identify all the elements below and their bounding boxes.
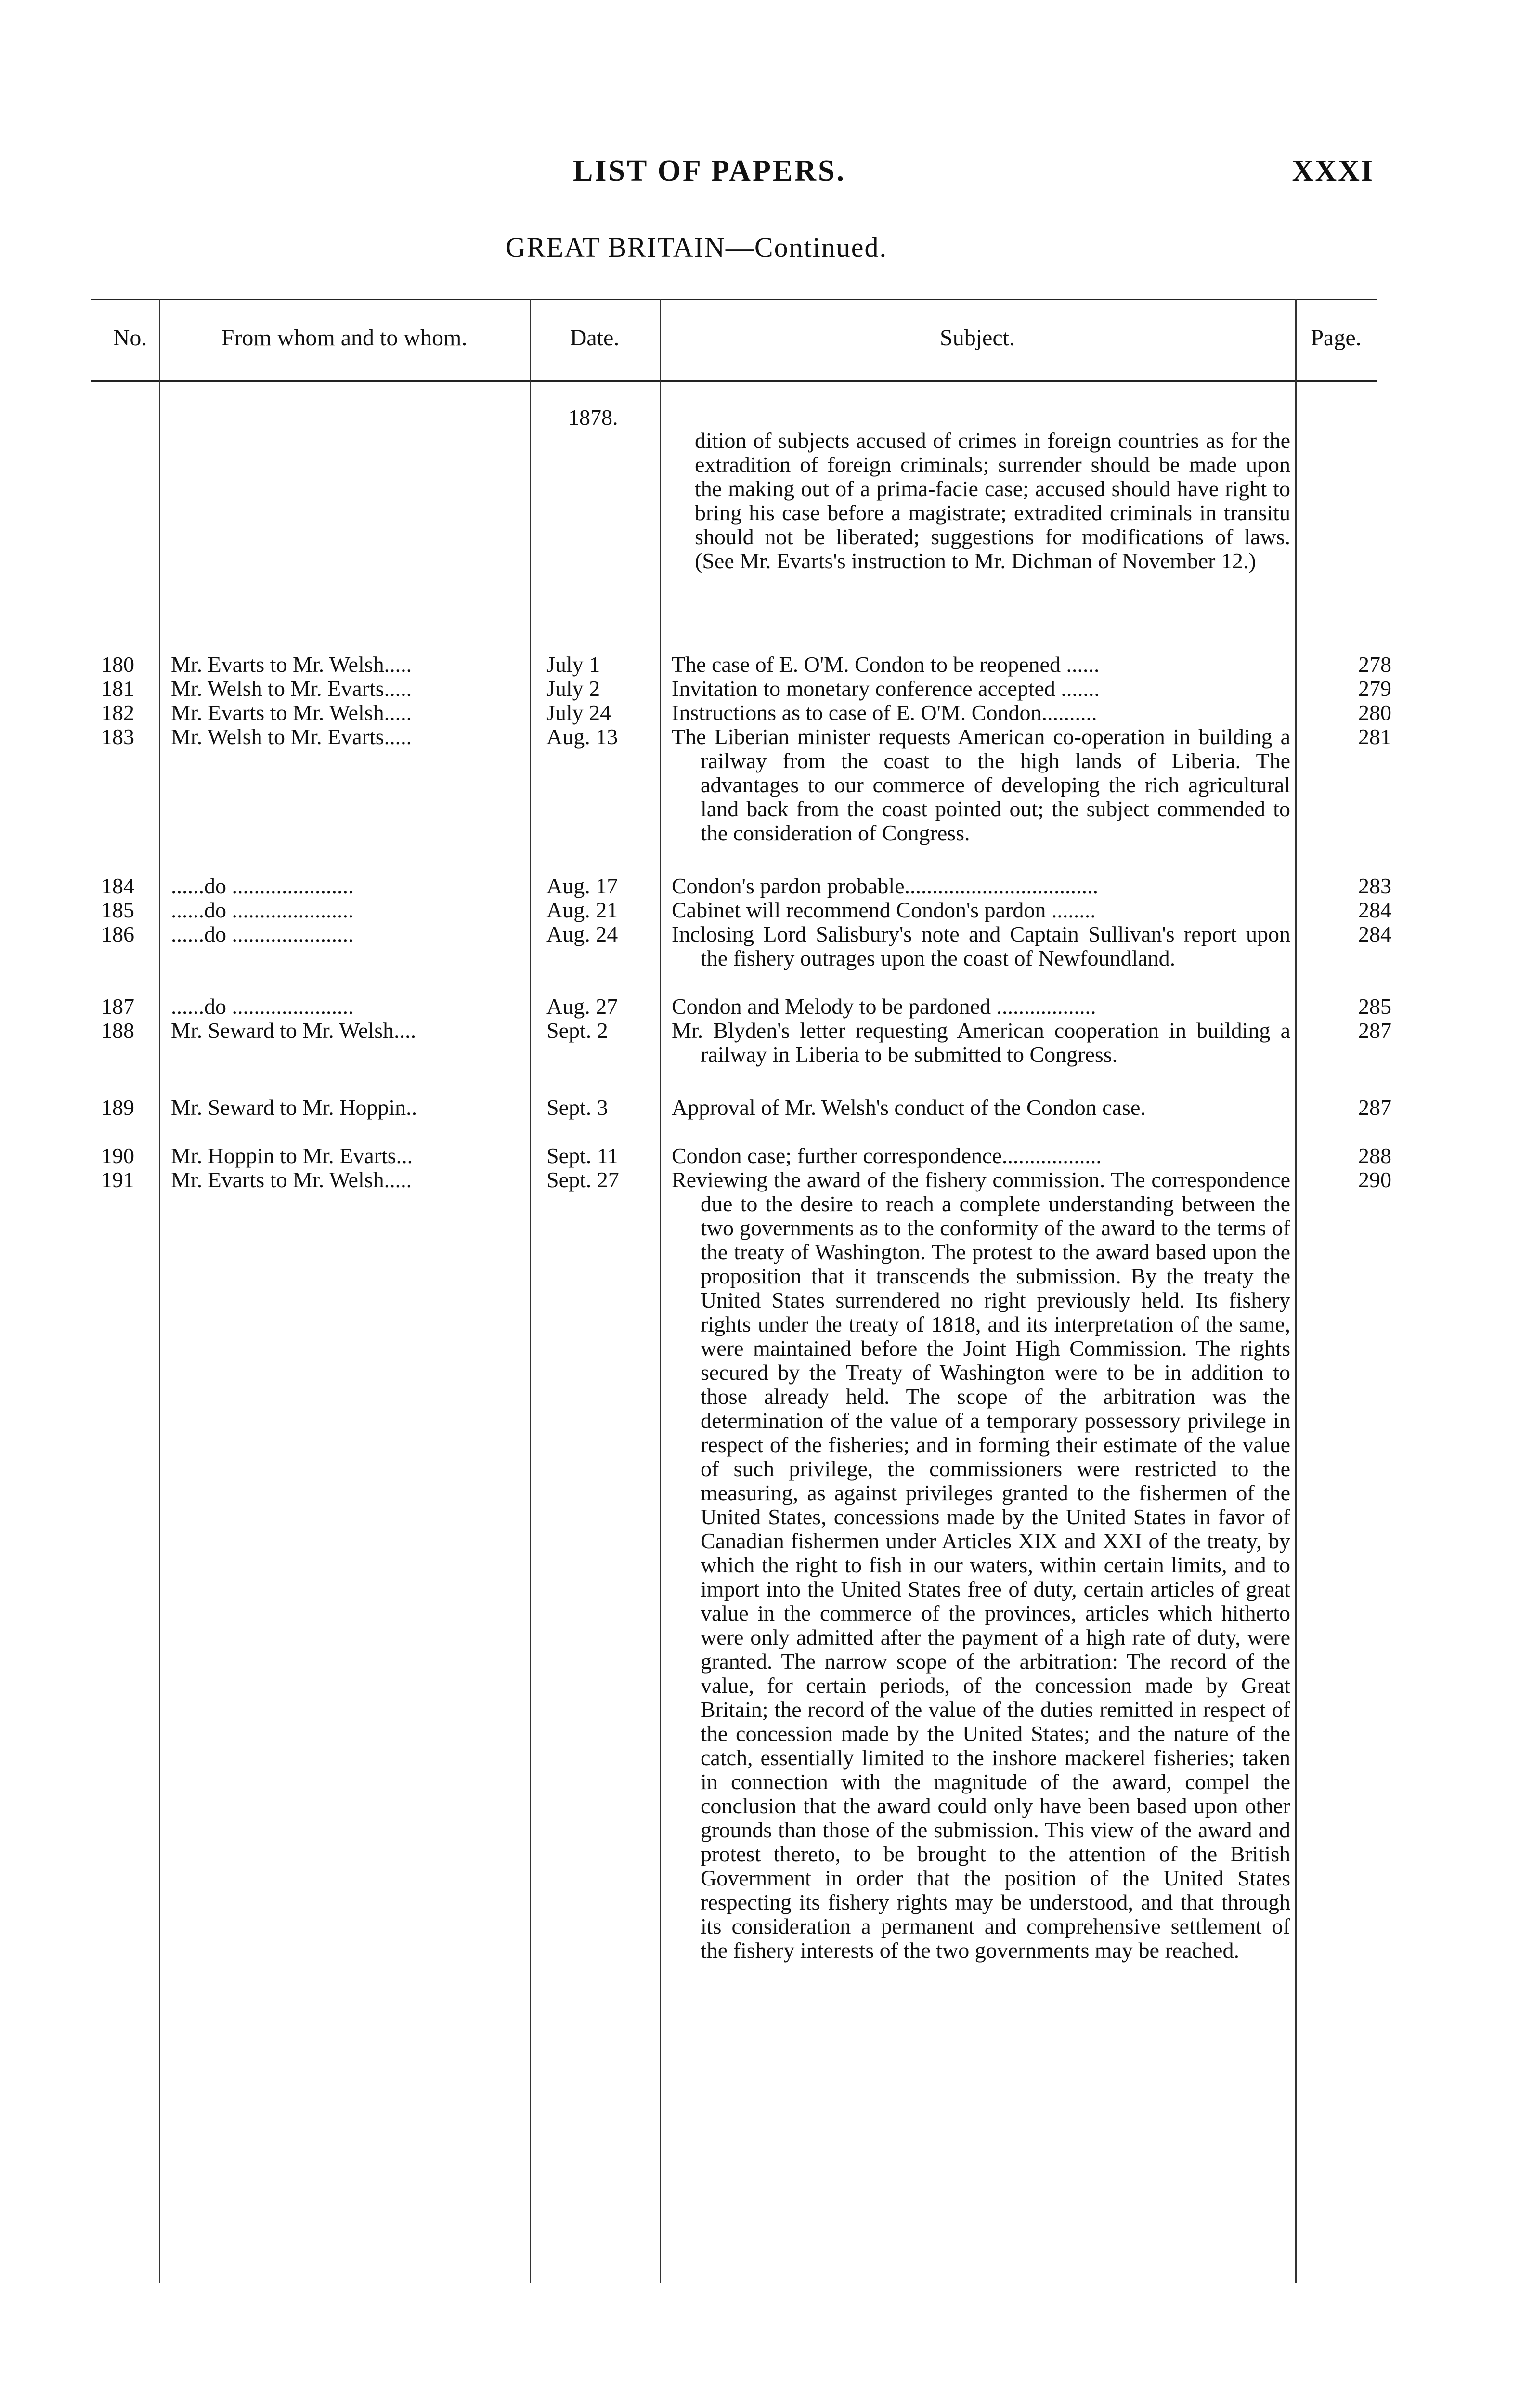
row-page: 279 bbox=[1358, 676, 1391, 701]
row-from-to: Mr. Evarts to Mr. Welsh..... bbox=[171, 1167, 412, 1192]
row-from-to: Mr. Welsh to Mr. Evarts..... bbox=[171, 676, 412, 701]
row-page: 283 bbox=[1358, 874, 1391, 898]
row-number: 190 bbox=[101, 1143, 134, 1168]
row-page: 288 bbox=[1358, 1143, 1391, 1168]
row-page: 287 bbox=[1358, 1095, 1391, 1120]
column-header-page: Page. bbox=[1311, 325, 1362, 351]
row-date: July 24 bbox=[546, 700, 611, 725]
row-from-to: Mr. Evarts to Mr. Welsh..... bbox=[171, 700, 412, 725]
row-date: Aug. 24 bbox=[546, 922, 618, 946]
row-from-to: ......do ...................... bbox=[171, 898, 354, 922]
row-date: Aug. 13 bbox=[546, 724, 618, 749]
row-number: 183 bbox=[101, 724, 134, 749]
row-date: Sept. 2 bbox=[546, 1018, 608, 1043]
row-date: Sept. 3 bbox=[546, 1095, 608, 1120]
row-number: 186 bbox=[101, 922, 134, 946]
row-subject: The case of E. O'M. Condon to be reopened ...... bbox=[672, 652, 1100, 677]
row-page: 281 bbox=[1358, 724, 1391, 749]
row-page: 284 bbox=[1358, 922, 1391, 946]
row-subject: Mr. Blyden's letter requesting American cooperation in building a railway in Liberia to be submitted to Congress. bbox=[672, 1018, 1290, 1067]
column-header-subject: Subject. bbox=[940, 325, 1015, 351]
row-from-to: Mr. Hoppin to Mr. Evarts... bbox=[171, 1143, 413, 1168]
column-header-no: No. bbox=[113, 325, 147, 351]
row-page: 290 bbox=[1358, 1167, 1391, 1192]
table-top-rule bbox=[91, 299, 1377, 300]
page-number: XXXI bbox=[1292, 155, 1374, 187]
row-from-to: Mr. Seward to Mr. Hoppin.. bbox=[171, 1095, 417, 1120]
row-from-to: ......do ...................... bbox=[171, 994, 354, 1019]
row-subject: Reviewing the award of the fishery commission. The correspondence due to the desire to reach a complete understanding between the two governments as to the conformity of the award to the terms of the treaty of Washington. The protest to the award based upon the proposition that it transcends the submission. By the treaty the United States surrendered no right previously held. Its fishery rights under the treaty of 1818, and its interpretation of the same, were maintained before the Joint High Commission. The rights secured by the Treaty of Washington were to be in addition to those already held. The scope of the arbitration was the determination of the value of a temporary possessory privilege in respect of the fisheries; and in forming their estimate of the value of such privilege, the commissioners were restricted to the measuring, as against privileges granted to the fishermen of the United States, concessions made by the United States in favor of Canadian fishermen under Articles XIX and XXI of the treaty, by which the right to fish in our waters, within certain limits, and to import into the United States free of duty, certain articles of great value in the commerce of the provinces, articles which hitherto were only admitted after the payment of a high rate of duty, were granted. The narrow scope of the arbitration: The record of the value, for certain periods, of the concession made by Great Britain; the record of the value of the duties remitted in respect of the concession made by the United States; and the nature of the catch, essentially limited to the inshore mackerel fisheries; taken in connection with the magnitude of the award, compel the conclusion that the award could only have been based upon other grounds than those of the submission. This view of the award and protest thereto, to be brought to the attention of the British Government in order that the position of the United States respecting its fishery rights may be understood, and that through its consideration a permanent and comprehensive settlement of the fishery interests of the two governments may be reached. bbox=[672, 1167, 1290, 1963]
row-subject: Cabinet will recommend Condon's pardon ........ bbox=[672, 898, 1096, 922]
row-number: 185 bbox=[101, 898, 134, 922]
row-subject: The Liberian minister requests American co-operation in building a railway from the coast to the high lands of Liberia. The advantages to our commerce of developing the rich agricultural land back from the coast pointed out; the subject commended to the consideration of Congress. bbox=[672, 724, 1290, 845]
row-number: 188 bbox=[101, 1018, 134, 1043]
row-subject: Condon and Melody to be pardoned .................. bbox=[672, 994, 1096, 1019]
row-page: 278 bbox=[1358, 652, 1391, 677]
row-subject: Approval of Mr. Welsh's conduct of the Condon case. bbox=[672, 1095, 1146, 1120]
row-number: 181 bbox=[101, 676, 134, 701]
year-label: 1878. bbox=[568, 405, 618, 430]
row-date: July 1 bbox=[546, 652, 600, 677]
row-date: Sept. 11 bbox=[546, 1143, 619, 1168]
row-number: 191 bbox=[101, 1167, 134, 1192]
row-page: 285 bbox=[1358, 994, 1391, 1019]
row-subject: Invitation to monetary conference accepted ....... bbox=[672, 676, 1100, 701]
column-divider bbox=[660, 299, 661, 2283]
column-divider bbox=[159, 299, 160, 2283]
row-from-to: Mr. Evarts to Mr. Welsh..... bbox=[171, 652, 412, 677]
section-title: GREAT BRITAIN—Continued. bbox=[506, 232, 888, 263]
row-number: 180 bbox=[101, 652, 134, 677]
row-from-to: Mr. Seward to Mr. Welsh.... bbox=[171, 1018, 416, 1043]
header-bottom-rule bbox=[91, 380, 1377, 382]
row-date: Aug. 21 bbox=[546, 898, 618, 922]
row-date: Aug. 17 bbox=[546, 874, 618, 898]
row-number: 189 bbox=[101, 1095, 134, 1120]
row-date: July 2 bbox=[546, 676, 600, 701]
row-subject: Condon case; further correspondence.................. bbox=[672, 1143, 1102, 1168]
column-header-from-to: From whom and to whom. bbox=[221, 325, 468, 351]
column-divider bbox=[1295, 299, 1297, 2283]
row-number: 187 bbox=[101, 994, 134, 1019]
row-from-to: ......do ...................... bbox=[171, 922, 354, 946]
running-title: LIST OF PAPERS. bbox=[573, 155, 846, 187]
row-number: 184 bbox=[101, 874, 134, 898]
row-date: Sept. 27 bbox=[546, 1167, 619, 1192]
row-page: 280 bbox=[1358, 700, 1391, 725]
row-subject: Condon's pardon probable................................... bbox=[672, 874, 1099, 898]
row-page: 287 bbox=[1358, 1018, 1391, 1043]
continued-subject: dition of subjects accused of crimes in foreign countries as for the extradition of foreign criminals; surrender should be made upon the making out of a prima-facie case; accused should have right to bring his case before a magistrate; extradited criminals in transitu should not be liberated; suggestions for modifications of laws. (See Mr. Evarts's instruction to Mr. Dichman of November 12.) bbox=[695, 428, 1290, 573]
row-page: 284 bbox=[1358, 898, 1391, 922]
row-date: Aug. 27 bbox=[546, 994, 618, 1019]
row-subject: Inclosing Lord Salisbury's note and Captain Sullivan's report upon the fishery outrages upon the coast of Newfoundland. bbox=[672, 922, 1290, 970]
row-from-to: Mr. Welsh to Mr. Evarts..... bbox=[171, 724, 412, 749]
row-number: 182 bbox=[101, 700, 134, 725]
row-from-to: ......do ...................... bbox=[171, 874, 354, 898]
column-divider bbox=[530, 299, 531, 2283]
row-subject: Instructions as to case of E. O'M. Condon.......... bbox=[672, 700, 1097, 725]
column-header-date: Date. bbox=[570, 325, 620, 351]
